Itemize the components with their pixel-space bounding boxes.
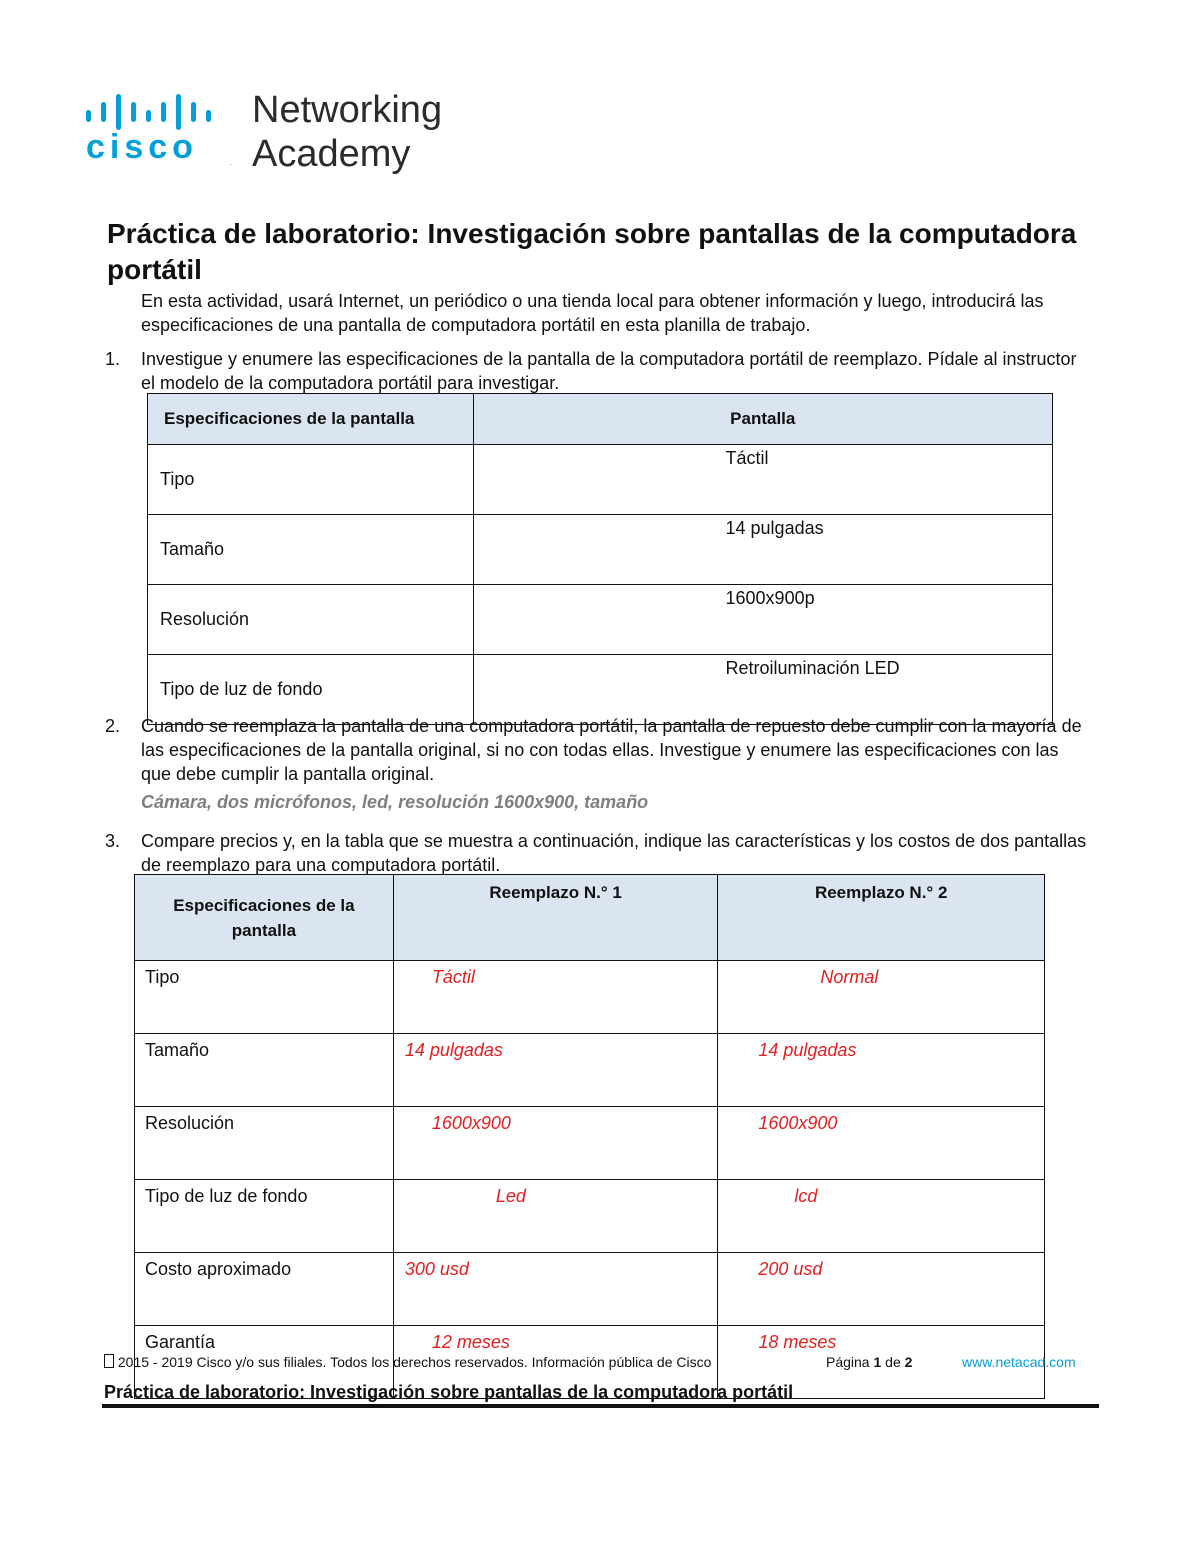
column-header: Especificaciones de la pantalla [135,875,394,961]
footer-divider [102,1404,1099,1408]
display-specs-table [147,393,1053,725]
spec-label: Tipo de luz de fondo [148,655,474,725]
logo-line-networking: Networking [252,89,443,131]
step-text: Compare precios y, en la tabla que se muestra a continuación, indique las características y los costos de dos pantallas de reemplazo para una computadora portátil. [141,831,1087,875]
cisco-bars-icon [82,92,232,132]
copyright-text: 2015 - 2019 Cisco y/o sus filiales. Todos los derechos reservados. Información pública de Cisco [114,1354,712,1370]
table-row [135,1253,1045,1326]
replacement-2-value: lcd [718,1180,1045,1253]
page-label: Página [826,1354,870,1370]
replacement-1-value: Táctil [393,961,718,1034]
table-row [135,1034,1045,1107]
netacad-link[interactable]: www.netacad.com [962,1354,1076,1370]
logo-line-academy: Academy [252,133,411,175]
page-title: Práctica de laboratorio: Investigación sobre pantallas de la computadora portátil [107,218,1077,285]
replacement-2-value: 18 meses [718,1326,1045,1399]
spec-value: Táctil [473,445,1052,515]
table-row [148,445,1053,515]
replacement-comparison-table [134,874,1045,1399]
answer-text: Cámara, dos micrófonos, led, resolución 1600x900, tamaño [141,792,649,812]
column-header: Reemplazo N.° 2 [718,875,1045,961]
page-footer [104,1354,1094,1370]
table-row [148,515,1053,585]
step-number: 3. [105,831,121,851]
replacement-1-value: Led [393,1180,718,1253]
table-header-row [148,394,1053,445]
running-title: Práctica de laboratorio: Investigación sobre pantallas de la computadora portátil [104,1382,794,1402]
step-number: 1. [105,349,121,369]
replacement-1-value: 14 pulgadas [393,1034,718,1107]
step-text: Investigue y enumere las especificaciones de la pantalla de la computadora portátil de reemplazo. Pídale al instructor el modelo de la computadora portátil para investigar. [141,349,1077,393]
copyright-icon [104,1354,114,1368]
replacement-1-value: 1600x900 [393,1107,718,1180]
spec-value: 1600x900p [473,585,1052,655]
spec-label: Tamaño [135,1034,394,1107]
replacement-2-value: 14 pulgadas [718,1034,1045,1107]
spec-label: Costo aproximado [135,1253,394,1326]
replacement-2-value: 1600x900 [718,1107,1045,1180]
replacement-1-value: 300 usd [393,1253,718,1326]
table-row [135,1107,1045,1180]
replacement-2-value: Normal [718,961,1045,1034]
spec-value: 14 pulgadas [473,515,1052,585]
intro-paragraph: En esta actividad, usará Internet, un periódico o una tienda local para obtener información y luego, introducirá las especificaciones de una pantalla de computadora portátil en esta planilla de trabajo. [141,291,1044,335]
page-of: de [885,1354,901,1370]
column-header: Especificaciones de la pantalla [148,394,474,445]
table-row [148,585,1053,655]
spec-label: Tamaño [148,515,474,585]
step-text: Cuando se reemplaza la pantalla de una computadora portátil, la pantalla de repuesto debe cumplir con la mayoría de las especificaciones de la pantalla original, si no con todas ellas. Investigue y enumere las especificaciones con las que debe cumplir la pantalla original. [141,716,1082,784]
cisco-networking-academy-logo [82,88,482,178]
replacement-2-value: 200 usd [718,1253,1045,1326]
step-number: 2. [105,716,121,736]
spec-label: Tipo de luz de fondo [135,1180,394,1253]
cisco-wordmark: cisco [86,128,198,166]
spec-label: Resolución [148,585,474,655]
table-row [135,961,1045,1034]
table-row [135,1180,1045,1253]
column-header: Pantalla [473,394,1052,445]
spec-label: Tipo [135,961,394,1034]
trademark-mark: . [230,158,233,167]
page-current: 1 [873,1354,882,1370]
page-indicator [826,1354,912,1370]
spec-label: Tipo [148,445,474,515]
page-total: 2 [904,1354,913,1370]
spec-value: Retroiluminación LED [473,655,1052,725]
replacement-1-value: 12 meses [393,1326,718,1399]
column-header: Reemplazo N.° 1 [393,875,718,961]
spec-label: Resolución [135,1107,394,1180]
table-header-row [135,875,1045,961]
spec-label: Garantía [135,1326,394,1399]
